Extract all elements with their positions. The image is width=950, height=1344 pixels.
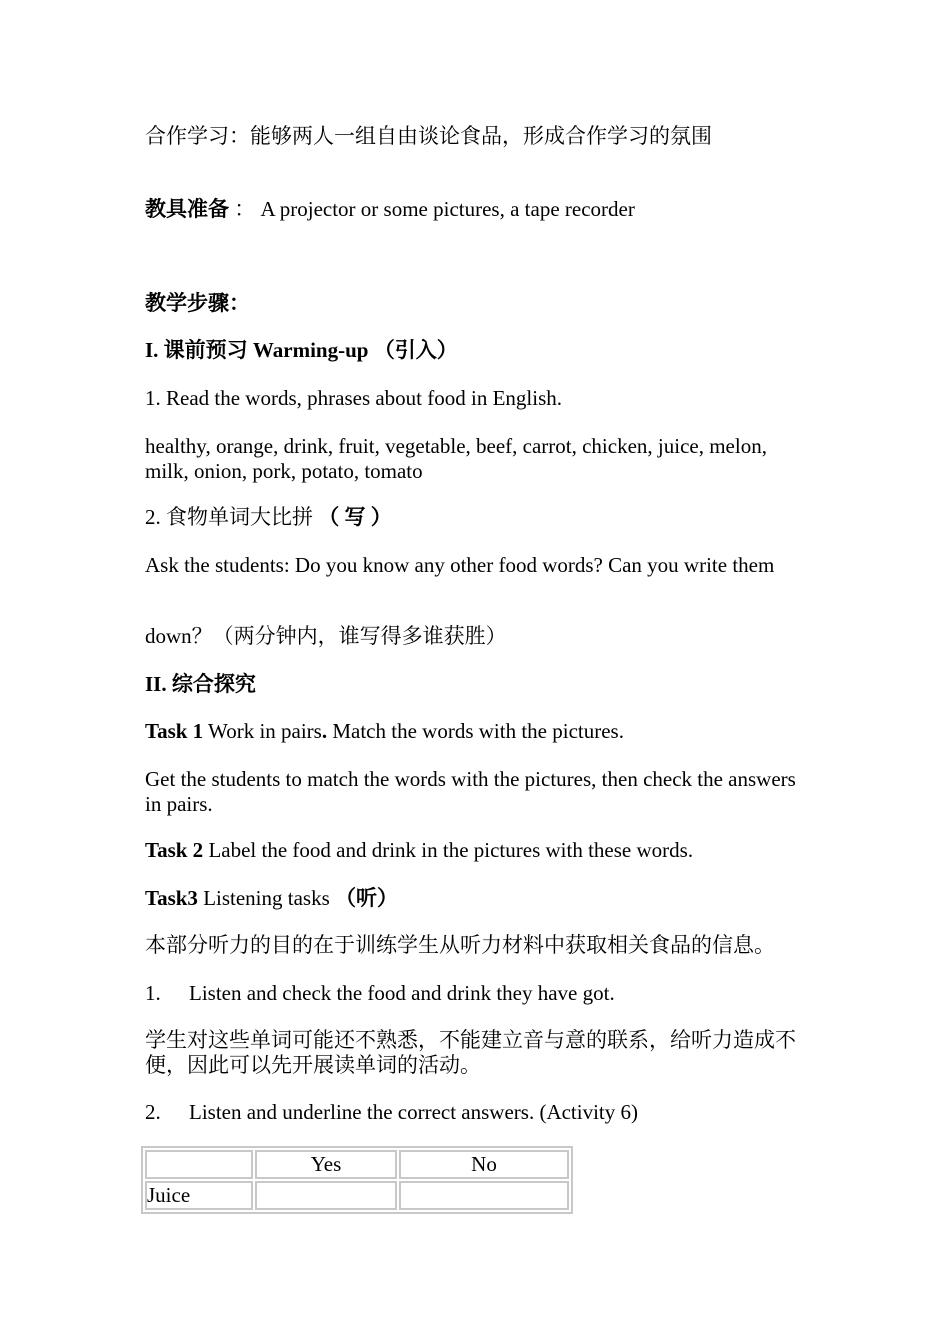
food-words-list: healthy, orange, drink, fruit, vegetable, beef, carrot, chicken, juice, melon, milk, onion, pork, potato, tomato xyxy=(145,434,767,483)
table-cell-item: Juice xyxy=(145,1181,253,1210)
task-2-label: Task 2 xyxy=(145,838,204,862)
task-1-dot: . xyxy=(321,719,328,743)
listening-item-2-text: Listen and underline the correct answers. (Activity 6) xyxy=(189,1100,639,1124)
teaching-tools-separator: ： xyxy=(234,197,256,221)
answer-table xyxy=(141,1146,573,1214)
task-3-bold: （听） xyxy=(335,886,399,910)
listening-item-1-text: Listen and check the food and drink they have got. xyxy=(189,981,615,1005)
task-1-line xyxy=(145,719,815,744)
task-1-description: Get the students to match the words with the pictures, then check the answers in pairs. xyxy=(145,767,796,816)
table-cell-no xyxy=(399,1181,569,1210)
teaching-tools-text: A projector or some pictures, a tape recorder xyxy=(260,197,635,221)
section-1-item-1: 1. Read the words, phrases about food in English. xyxy=(145,386,563,410)
section-1-item-2 xyxy=(145,505,815,530)
section-1-item-2-text: 2. 食物单词大比拼 xyxy=(145,505,319,529)
teaching-steps-heading: 教学步骤： xyxy=(145,291,250,315)
ask-students-text: Ask the students: Do you know any other food words? Can you write them xyxy=(145,553,775,577)
table-header-row xyxy=(145,1150,569,1179)
listening-item-1-number: 1. xyxy=(145,981,161,1005)
listening-item-1 xyxy=(145,981,815,1006)
task-3-text: Listening tasks xyxy=(197,886,336,910)
cooperative-learning-text: 合作学习：能够两人一组自由谈论食品，形成合作学习的氛围 xyxy=(145,124,712,148)
listening-purpose-text: 本部分听力的目的在于训练学生从听力材料中获取相关食品的信息。 xyxy=(145,933,775,957)
listening-note-text: 学生对这些单词可能还不熟悉，不能建立音与意的联系，给听力造成不便，因此可以先开展读单词的活动。 xyxy=(145,1028,796,1077)
table-cell-yes xyxy=(255,1181,397,1210)
teaching-tools-label: 教具准备 xyxy=(145,197,229,221)
task-3-line xyxy=(145,886,815,911)
task-1-label: Task 1 xyxy=(145,719,204,743)
section-2-heading: II. 综合探究 xyxy=(145,672,256,696)
listening-item-2-number: 2. xyxy=(145,1100,161,1124)
task-1-text-a: Work in pairs xyxy=(203,719,322,743)
task-3-label: Task3 xyxy=(145,886,198,910)
teaching-tools-line xyxy=(145,197,815,222)
table-header-cell xyxy=(145,1150,253,1179)
task-1-text-b: Match the words with the pictures. xyxy=(327,719,624,743)
table-header-no: No xyxy=(399,1150,569,1179)
listening-item-2 xyxy=(145,1100,815,1125)
table-row xyxy=(145,1181,569,1210)
section-1-item-2-bold: （ 写 ） xyxy=(318,505,392,529)
down-text: down？（两分钟内，谁写得多谁获胜） xyxy=(145,624,507,648)
task-2-text: Label the food and drink in the pictures with these words. xyxy=(203,838,694,862)
table-header-yes: Yes xyxy=(255,1150,397,1179)
task-2-line xyxy=(145,838,815,863)
section-1-heading: I. 课前预习 Warming-up （引入） xyxy=(145,338,458,362)
